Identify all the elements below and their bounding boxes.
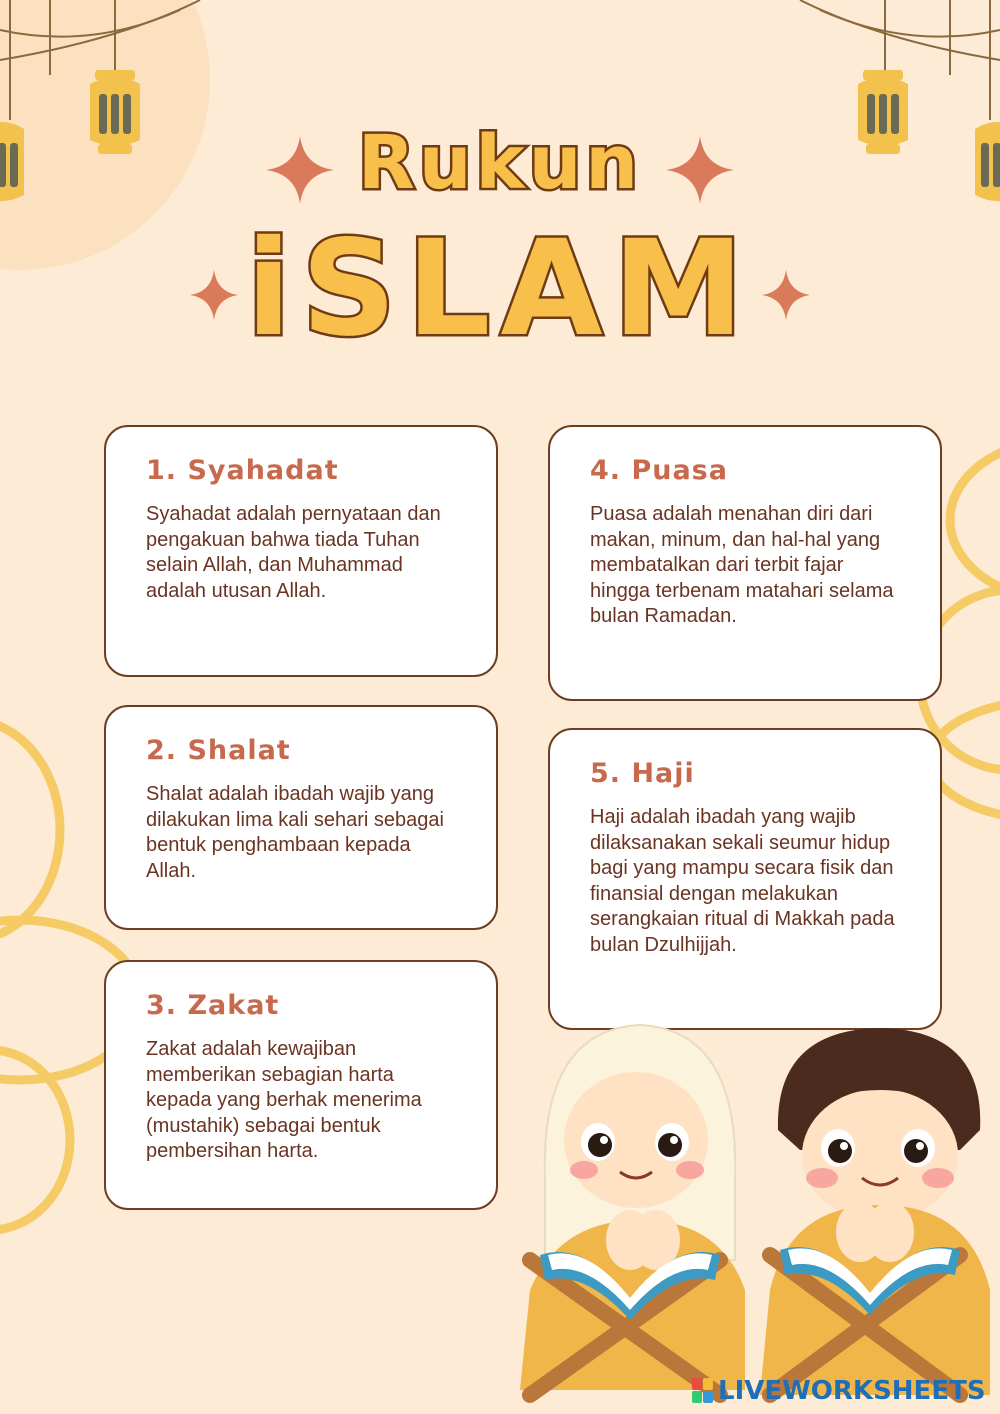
card-heading: 3. Zakat	[146, 990, 280, 1021]
card-body: Shalat adalah ibadah wajib yang dilakukan lima kali sehari sebagai bentuk penghambaan kepada Allah.	[146, 783, 444, 882]
card-heading: 1. Syahadat	[146, 455, 339, 486]
title-rukun: Rukun	[357, 120, 643, 206]
title-islam: iSLAM	[246, 212, 754, 366]
card-heading: 2. Shalat	[146, 735, 291, 766]
card-heading: 5. Haji	[590, 758, 695, 789]
liveworksheets-logo-icon	[692, 1378, 714, 1404]
liveworksheets-watermark	[692, 1374, 986, 1408]
watermark-text: LIVEWORKSHEETS	[718, 1376, 986, 1406]
card-body: Haji adalah ibadah yang wajib dilaksanakan sekali seumur hidup bagi yang mampu secara fisik dan finansial dengan melakukan serangkaian ritual di Makkah pada bulan Dzulhijjah.	[590, 806, 895, 956]
card-body: Puasa adalah menahan diri dari makan, minum, dan hal-hal yang membatalkan dari terbit fajar hingga terbenam matahari selama bulan Ramadan.	[590, 503, 894, 627]
card-heading: 4. Puasa	[590, 455, 728, 486]
card-body: Syahadat adalah pernyataan dan pengakuan bahwa tiada Tuhan selain Allah, dan Muhammad adalah utusan Allah.	[146, 503, 441, 602]
card-body: Zakat adalah kewajiban memberikan sebagian harta kepada yang berhak menerima (mustahik) sebagai bentuk pembersihan harta.	[146, 1038, 422, 1162]
